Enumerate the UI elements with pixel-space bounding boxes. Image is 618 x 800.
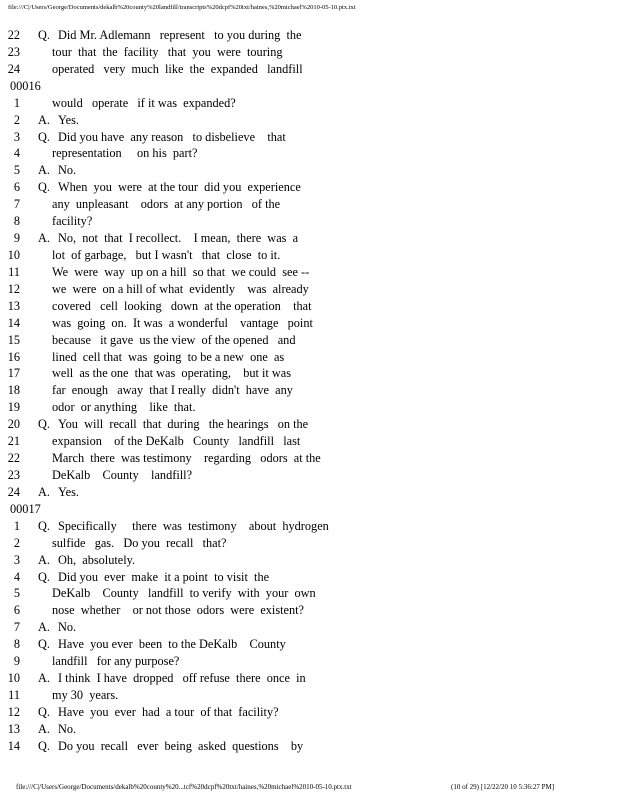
transcript-line <box>0 670 618 687</box>
transcript-line <box>0 129 618 146</box>
line-text: Yes. <box>58 484 79 499</box>
transcript-line <box>0 721 618 738</box>
page-marker <box>0 501 618 518</box>
speaker-label: Q. <box>38 704 50 719</box>
line-number: 3 <box>13 552 20 567</box>
line-text: we were on a hill of what evidently was already <box>52 281 309 296</box>
line-text: operated very much like the expanded landfill <box>52 61 303 76</box>
transcript-line <box>0 162 618 179</box>
line-text: Did you ever make it a point to visit the <box>58 569 270 584</box>
line-number: 21 <box>7 434 20 449</box>
line-number: 1 <box>13 518 20 533</box>
transcript-body <box>0 27 618 755</box>
page-number: 00017 <box>10 501 41 516</box>
transcript-line <box>0 145 618 162</box>
page-number: 00016 <box>10 78 41 93</box>
line-number: 15 <box>7 332 20 347</box>
transcript-line <box>0 230 618 247</box>
speaker-label: A. <box>38 163 50 178</box>
transcript-line <box>0 704 618 721</box>
line-text: No. <box>58 163 77 178</box>
line-text: DeKalb County landfill? <box>52 467 193 482</box>
speaker-label: Q. <box>38 738 50 753</box>
transcript-line <box>0 450 618 467</box>
line-text: far enough away that I really didn't have any <box>52 383 293 398</box>
line-text: Did Mr. Adlemann represent to you during the <box>58 28 302 42</box>
line-text: Have you ever been to the DeKalb County <box>58 637 286 652</box>
transcript-line <box>0 95 618 112</box>
speaker-label: Q. <box>38 129 50 144</box>
line-number: 14 <box>7 315 20 330</box>
line-text: lined cell that was going to be a new one as <box>52 349 285 364</box>
speaker-label: Q. <box>38 417 50 432</box>
speaker-label: A. <box>38 620 50 635</box>
line-number: 14 <box>7 738 20 753</box>
line-number: 10 <box>7 247 20 262</box>
speaker-label: A. <box>38 671 50 686</box>
transcript-line <box>0 213 618 230</box>
line-number: 3 <box>13 129 20 144</box>
line-text: Specifically there was testimony about hydrogen <box>58 518 329 533</box>
transcript-line <box>0 332 618 349</box>
transcript-line <box>0 61 618 78</box>
line-text: was going on. It was a wonderful vantage point <box>52 315 313 330</box>
speaker-label: A. <box>38 552 50 567</box>
line-text: Have you ever had a tour of that facility? <box>58 704 279 719</box>
page-marker <box>0 78 618 95</box>
line-text: When you were at the tour did you experience <box>58 180 301 195</box>
line-number: 4 <box>13 569 20 584</box>
line-text: odor or anything like that. <box>52 400 196 415</box>
line-text: my 30 years. <box>52 687 119 702</box>
line-text: Oh, absolutely. <box>58 552 136 567</box>
transcript-line <box>0 467 618 484</box>
transcript-line <box>0 636 618 653</box>
line-number: 1 <box>13 95 20 110</box>
speaker-label: Q. <box>38 28 50 42</box>
line-number: 7 <box>13 197 20 212</box>
transcript-line <box>0 315 618 332</box>
transcript-line <box>0 298 618 315</box>
line-number: 22 <box>7 28 20 42</box>
line-text: landfill for any purpose? <box>52 654 180 669</box>
transcript-line <box>0 264 618 281</box>
line-number: 6 <box>13 180 20 195</box>
line-number: 7 <box>13 620 20 635</box>
line-text: Do you recall ever being asked questions by <box>58 738 304 753</box>
transcript-line <box>0 433 618 450</box>
line-number: 8 <box>13 637 20 652</box>
line-number: 23 <box>7 44 20 59</box>
transcript-line <box>0 535 618 552</box>
line-text: because it gave us the view of the opened and <box>52 332 296 347</box>
transcript-line <box>0 27 618 44</box>
line-number: 4 <box>13 146 20 161</box>
speaker-label: Q. <box>38 180 50 195</box>
line-number: 11 <box>8 687 20 702</box>
transcript-line <box>0 687 618 704</box>
transcript-line <box>0 552 618 569</box>
line-text: You will recall that during the hearings on the <box>58 417 309 432</box>
speaker-label: A. <box>38 231 50 246</box>
line-text: representation on his part? <box>52 146 198 161</box>
line-text: March there was testimony regarding odors at the <box>52 451 321 466</box>
line-number: 8 <box>13 214 20 229</box>
line-number: 11 <box>8 264 20 279</box>
transcript-line <box>0 569 618 586</box>
transcript-line <box>0 653 618 670</box>
line-text: Did you have any reason to disbelieve that <box>58 129 286 144</box>
transcript-line <box>0 112 618 129</box>
line-number: 10 <box>7 671 20 686</box>
transcript-line <box>0 44 618 61</box>
line-number: 13 <box>7 298 20 313</box>
footer-path: file:///C|/Users/George/Documents/dekalb%20county%20...tcf%20dcpf%20txt/haines,%20michael%2010-05-10.ptx.txt <box>16 783 352 791</box>
line-number: 18 <box>7 383 20 398</box>
line-number: 24 <box>7 484 20 499</box>
speaker-label: Q. <box>38 518 50 533</box>
line-number: 5 <box>13 586 20 601</box>
line-number: 13 <box>7 721 20 736</box>
line-number: 19 <box>7 400 20 415</box>
line-text: sulfide gas. Do you recall that? <box>52 535 227 550</box>
page-header-path: file:///C|/Users/George/Documents/dekalb%20county%20landfill/transcripts%20dcpf%20txt/haines,%20michael%2010-05-10.ptx.txt <box>8 4 356 11</box>
line-text: covered cell looking down at the operation that <box>52 298 312 313</box>
line-number: 9 <box>13 231 20 246</box>
line-number: 12 <box>7 704 20 719</box>
line-number: 6 <box>13 603 20 618</box>
line-text: well as the one that was operating, but it was <box>52 366 292 381</box>
footer-page-info: (10 of 29) [12/22/20 10 5:36:27 PM] <box>451 783 555 791</box>
line-text: DeKalb County landfill to verify with your own <box>52 586 316 601</box>
transcript-line <box>0 382 618 399</box>
transcript-line <box>0 484 618 501</box>
transcript-line <box>0 738 618 755</box>
speaker-label: A. <box>38 484 50 499</box>
line-text: expansion of the DeKalb County landfill last <box>52 434 301 449</box>
line-number: 23 <box>7 467 20 482</box>
transcript-line <box>0 416 618 433</box>
transcript-line <box>0 281 618 298</box>
transcript-line <box>0 602 618 619</box>
line-text: Yes. <box>58 112 79 127</box>
transcript-line <box>0 365 618 382</box>
line-number: 2 <box>13 535 20 550</box>
line-text: would operate if it was expanded? <box>52 95 236 110</box>
line-text: No. <box>58 620 77 635</box>
line-text: nose whether or not those odors were existent? <box>52 603 305 618</box>
line-number: 5 <box>13 163 20 178</box>
line-number: 16 <box>7 349 20 364</box>
transcript-line <box>0 619 618 636</box>
transcript-line <box>0 247 618 264</box>
line-number: 2 <box>13 112 20 127</box>
line-text: tour that the facility that you were touring <box>52 44 283 59</box>
line-text: facility? <box>52 214 93 229</box>
speaker-label: A. <box>38 112 50 127</box>
line-text: We were way up on a hill so that we could see -- <box>52 264 310 279</box>
line-number: 24 <box>7 61 20 76</box>
line-number: 22 <box>7 451 20 466</box>
line-text: any unpleasant odors at any portion of the <box>52 197 281 212</box>
transcript-line <box>0 585 618 602</box>
transcript-line <box>0 349 618 366</box>
speaker-label: Q. <box>38 569 50 584</box>
line-text: No, not that I recollect. I mean, there was a <box>58 231 299 246</box>
line-text: No. <box>58 721 77 736</box>
line-text: lot of garbage, but I wasn't that close to it. <box>52 247 281 262</box>
line-number: 20 <box>7 417 20 432</box>
line-text: I think I have dropped off refuse there once in <box>58 671 306 686</box>
transcript-line <box>0 518 618 535</box>
transcript-line <box>0 196 618 213</box>
speaker-label: Q. <box>38 637 50 652</box>
line-number: 17 <box>7 366 20 381</box>
line-number: 12 <box>7 281 20 296</box>
transcript-line <box>0 179 618 196</box>
transcript-line <box>0 399 618 416</box>
speaker-label: A. <box>38 721 50 736</box>
line-number: 9 <box>13 654 20 669</box>
